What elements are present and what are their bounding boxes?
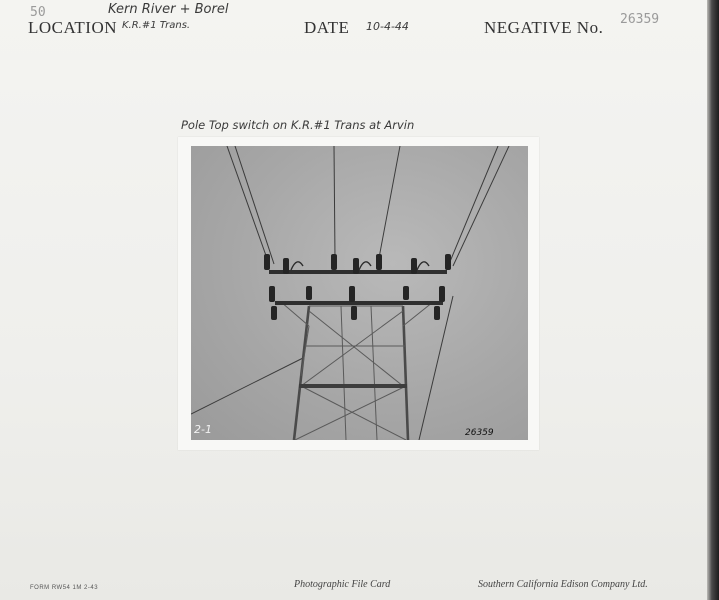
- photo-caption: Pole Top switch on K.R.#1 Trans at Arvin: [181, 118, 415, 132]
- date-value: 10-4-44: [366, 20, 409, 33]
- card-number: 50: [30, 5, 46, 20]
- card-edge-shadow: [707, 0, 719, 600]
- transmission-tower-icon: [191, 146, 528, 440]
- location-handwritten-line1: Kern River + Borel: [108, 2, 229, 17]
- photograph: [191, 146, 528, 440]
- card-type-label: Photographic File Card: [294, 579, 391, 590]
- company-name: Southern California Edison Company Ltd.: [478, 579, 648, 590]
- negative-label: NEGATIVE No.: [484, 18, 604, 37]
- location-handwritten-line2: K.R.#1 Trans.: [122, 20, 191, 31]
- photo-negative-mark: 26359: [465, 428, 494, 438]
- date-label: DATE: [304, 18, 350, 37]
- photo-corner-mark: 2-1: [194, 423, 212, 436]
- negative-stamp: 26359: [620, 12, 660, 27]
- form-code: FORM RW54 1M 2-43: [30, 585, 99, 591]
- location-label: LOCATION: [28, 18, 117, 37]
